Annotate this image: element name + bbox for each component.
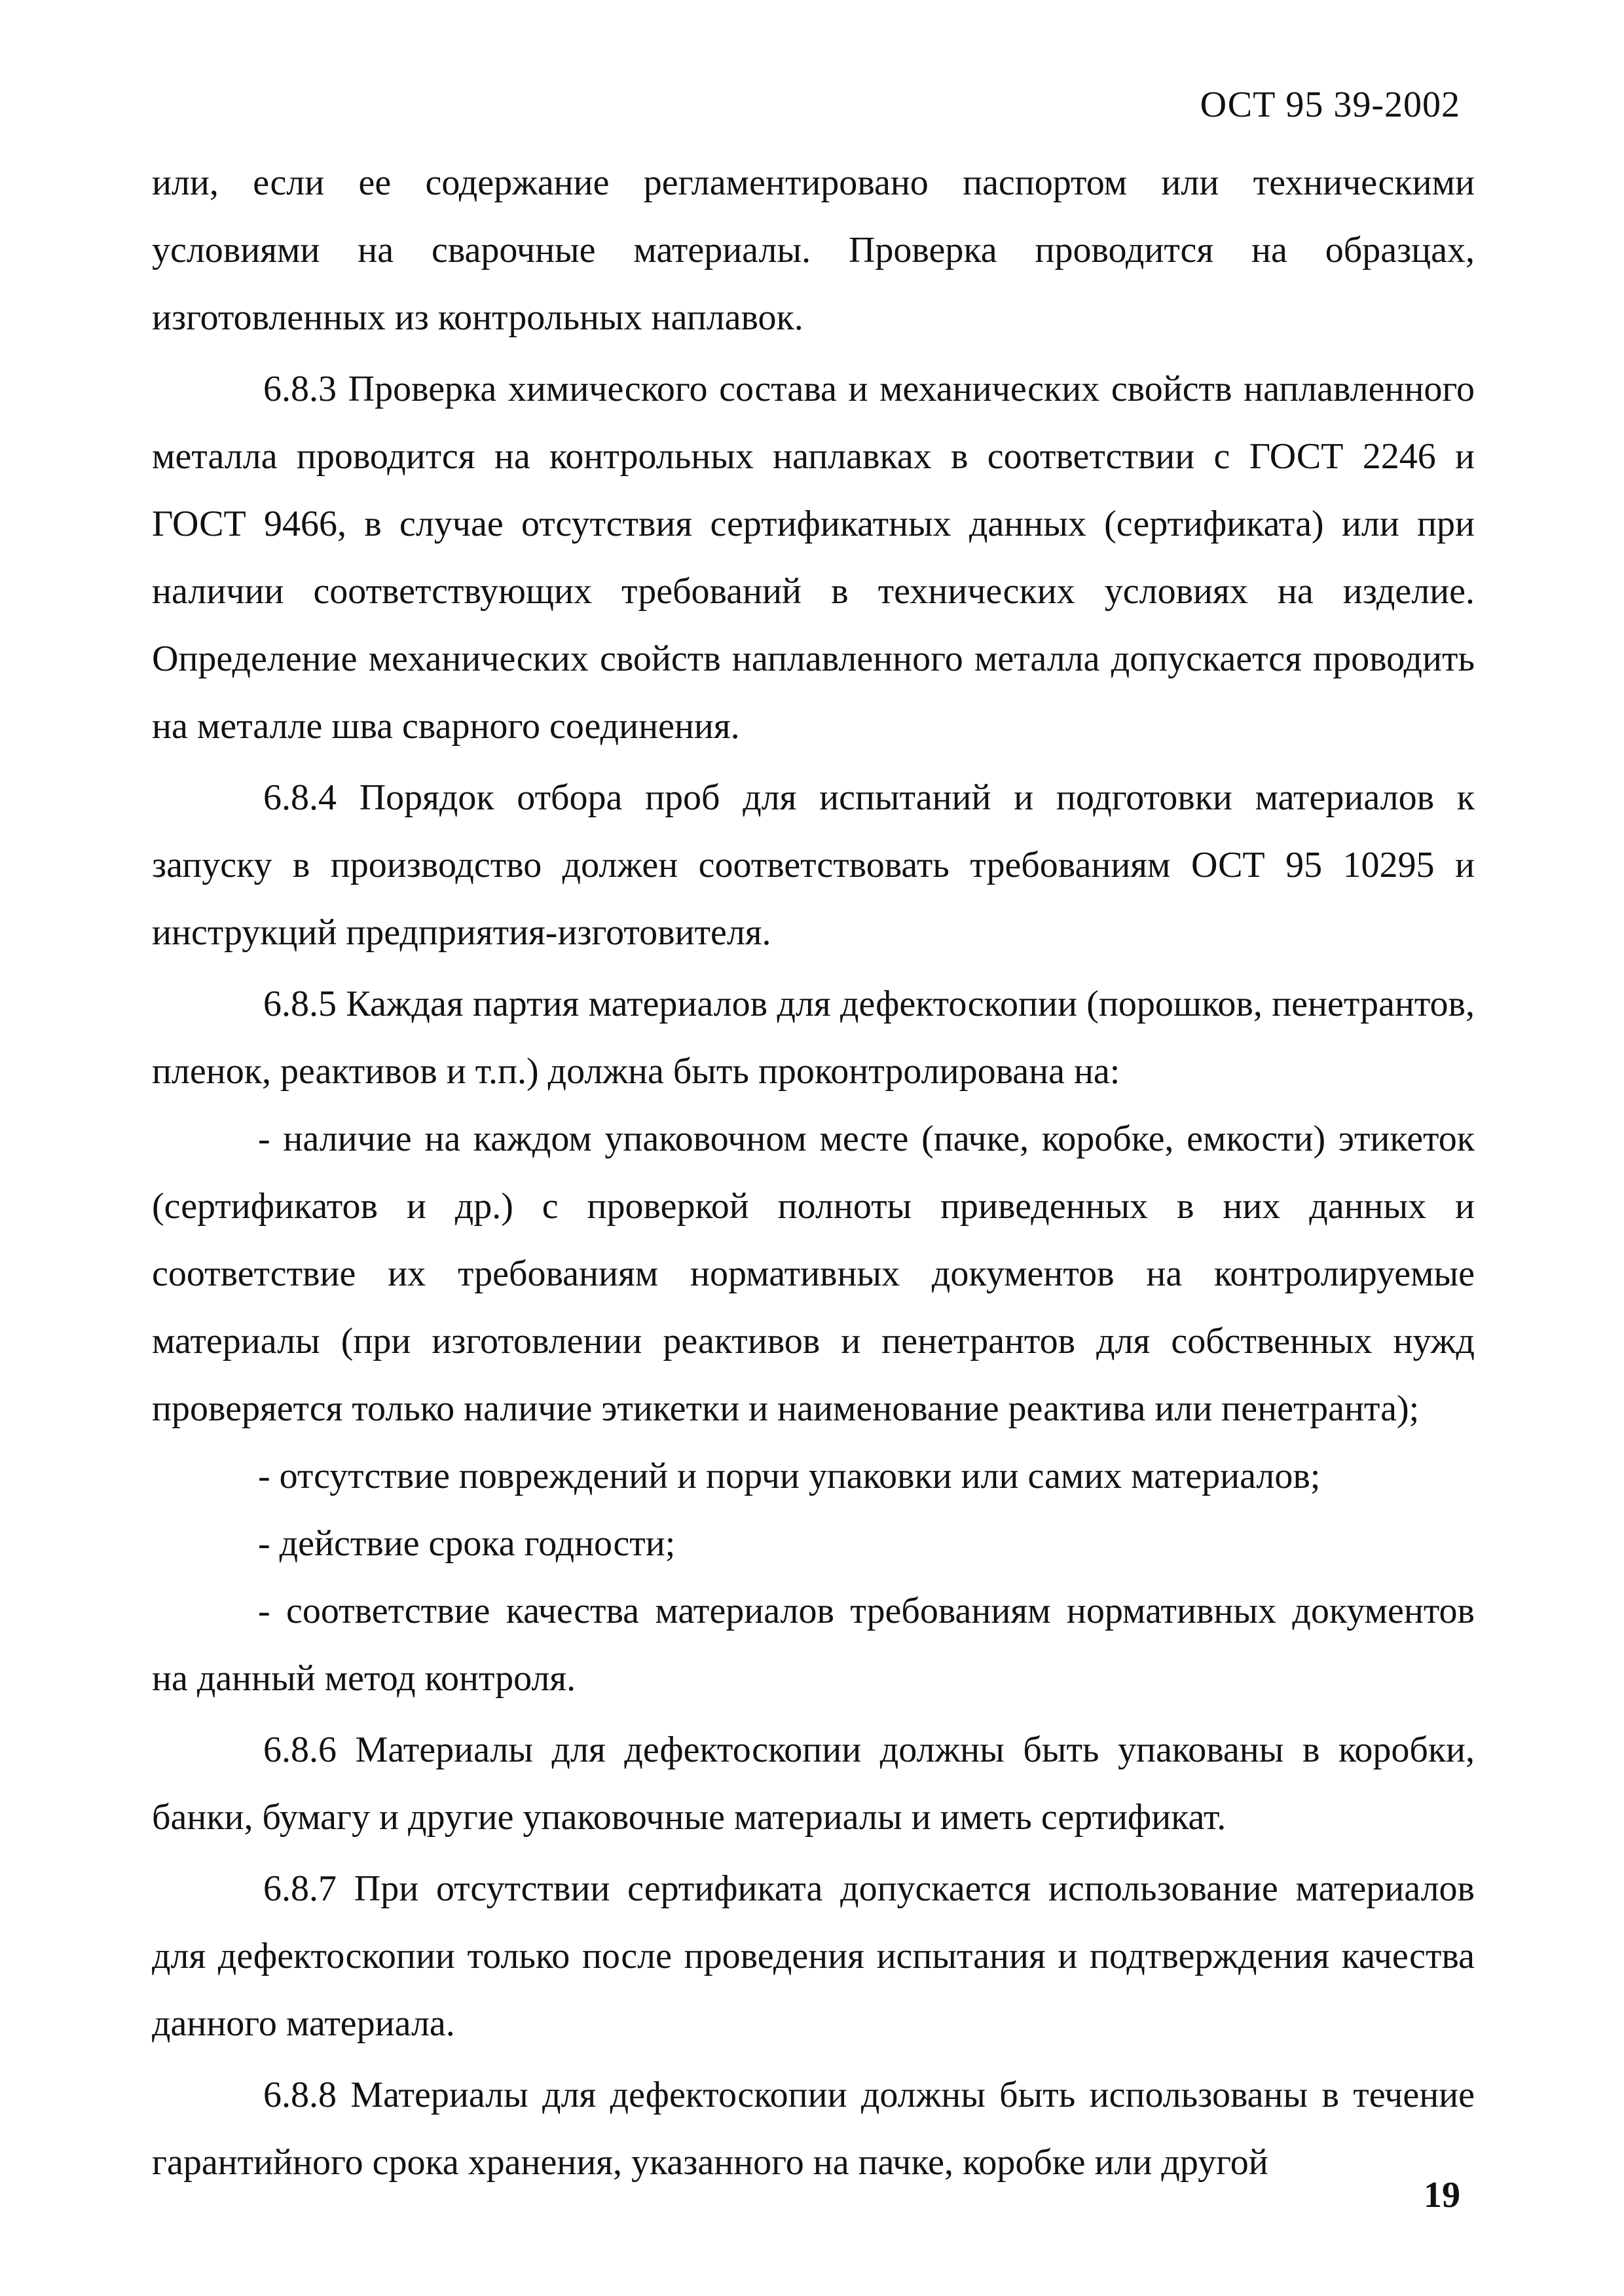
document-code-header: ОСТ 95 39-2002 (1200, 84, 1460, 125)
list-item-labels: - наличие на каждом упаковочном месте (пачке, коробке, емкости) этикеток (сертификатов и др.) с проверкой полноты приведенных в них данных и соответствие их требованиям нормативных документов на контролируемые материалы (при изготовлении реактивов и пенетрантов для собственных нужд проверяется только наличие этикетки и наименование реактива или пенетранта); (152, 1119, 1475, 1429)
list-item-shelf-life: - действие срока годности; (258, 1523, 676, 1564)
list-item-quality: - соответствие качества материалов требованиям нормативных документов на данный метод контроля. (152, 1591, 1475, 1699)
paragraph-6-8-6: 6.8.6 Материалы для дефектоскопии должны быть упакованы в коробки, банки, бумагу и другие упаковочные материалы и иметь сертификат. (152, 1730, 1475, 1838)
page-number: 19 (1424, 2175, 1460, 2215)
paragraph-6-8-8: 6.8.8 Материалы для дефектоскопии должны быть использованы в течение гарантийного срока хранения, указанного на пачке, коробке или другой (152, 2075, 1475, 2183)
paragraph-continuation: или, если ее содержание регламентировано паспортом или техническими условиями на сварочные материалы. Проверка проводится на образцах, изготовленных из контрольных наплавок. (152, 162, 1475, 338)
paragraph-6-8-4: 6.8.4 Порядок отбора проб для испытаний и подготовки материалов к запуску в производство должен соответствовать требованиям ОСТ 95 10295 и инструкций предприятия-изготовителя. (152, 777, 1475, 953)
paragraph-6-8-5: 6.8.5 Каждая партия материалов для дефектоскопии (порошков, пенетрантов, пленок, реактивов и т.п.) должна быть проконтролирована на: (152, 984, 1475, 1092)
paragraph-6-8-7: 6.8.7 При отсутствии сертификата допускается использование материалов для дефектоскопии только после проведения испытания и подтверждения качества данного материала. (152, 1868, 1475, 2044)
paragraph-6-8-3: 6.8.3 Проверка химического состава и механических свойств наплавленного металла проводится на контрольных наплавках в соответствии с ГОСТ 2246 и ГОСТ 9466, в случае отсутствия сертификатных данных (сертификата) или при наличии соответствующих требований в технических условиях на изделие. Определение механических свойств наплавленного металла допускается проводить на металле шва сварного соединения. (152, 369, 1475, 747)
document-body (152, 149, 1475, 2196)
list-item-damage: - отсутствие повреждений и порчи упаковки или самих материалов; (258, 1456, 1321, 1496)
